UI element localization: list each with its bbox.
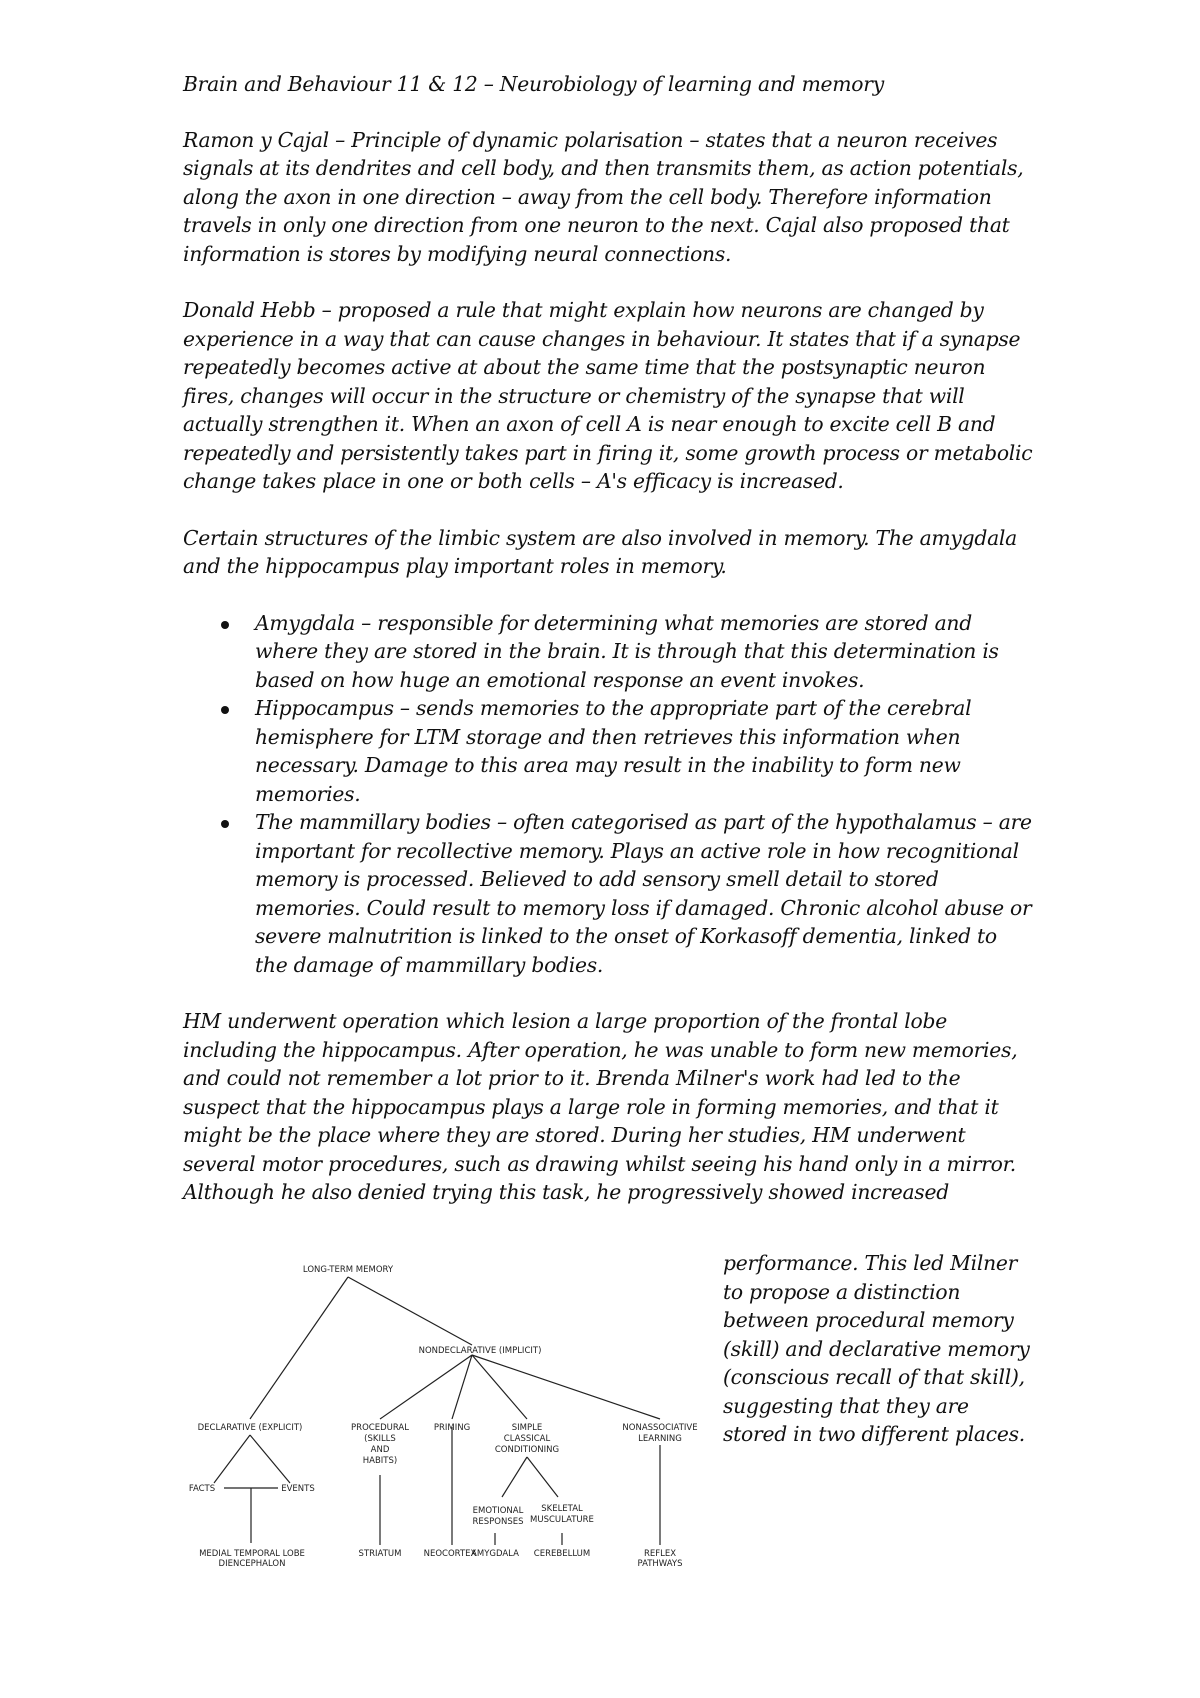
node-reflex: REFLEX — [643, 1549, 677, 1559]
node-priming: PRIMING — [433, 1423, 471, 1433]
node-procedural-skills: (SKILLS — [364, 1434, 396, 1444]
node-conditioning: CONDITIONING — [494, 1445, 560, 1455]
node-medial-temporal-lobe: MEDIAL TEMPORAL LOBE — [199, 1549, 305, 1559]
node-learning: LEARNING — [638, 1434, 682, 1444]
node-cerebellum: CEREBELLUM — [533, 1549, 591, 1559]
node-amygdala: AMYGDALA — [471, 1549, 519, 1559]
list-item: The mammillary bodies – often categorised as part of the hypothalamus – are important for recollective memory. Plays an active role in how recognitional memory is processed. Believed to add sensory smell detail to stored memories. Could result to memory loss if damaged. Chronic alcohol abuse or severe malnutrition is linked to the onset of Korkasoff dementia, linked to the damage of mammillary bodies. — [183, 808, 1033, 979]
node-responses: RESPONSES — [472, 1517, 524, 1527]
node-events: EVENTS — [281, 1484, 315, 1494]
bullet-icon — [221, 706, 229, 714]
diagram-connectors — [214, 1277, 660, 1545]
node-long-term-memory: LONG-TERM MEMORY — [302, 1265, 394, 1275]
bullet-icon — [221, 820, 229, 828]
limbic-structures-list — [183, 609, 1033, 980]
list-item: Hippocampus – sends memories to the appropriate part of the cerebral hemisphere for LTM storage and then retrieves this information when necessary. Damage to this area may result in the inability to form new memories. — [183, 694, 1033, 808]
node-diencephalon: DIENCEPHALON — [218, 1559, 286, 1569]
node-procedural: PROCEDURAL — [351, 1423, 409, 1433]
node-declarative: DECLARATIVE (EXPLICIT) — [197, 1423, 303, 1433]
node-pathways: PATHWAYS — [637, 1559, 683, 1569]
node-musculature: MUSCULATURE — [530, 1515, 594, 1525]
node-nonassociative: NONASSOCIATIVE — [622, 1423, 698, 1433]
node-emotional: EMOTIONAL — [472, 1506, 524, 1516]
document-page — [183, 70, 1033, 1207]
limbic-paragraph: Certain structures of the limbic system are also involved in memory. The amygdala and the hippocampus play important roles in memory. — [183, 525, 1017, 578]
node-classical: CLASSICAL — [503, 1434, 551, 1444]
node-neocortex: NEOCORTEX — [423, 1549, 477, 1559]
node-nondeclarative: NONDECLARATIVE (IMPLICIT) — [418, 1346, 542, 1356]
node-striatum: STRIATUM — [358, 1549, 402, 1559]
node-procedural-habits: HABITS) — [362, 1456, 398, 1466]
hm-paragraph: HM underwent operation which lesion a large proportion of the frontal lobe including the hippocampus. After operation, he was unable to form new memories, and could not remember a lot prior to it. Brenda Milner's work had led to the suspect that the hippocampus plays a large role in forming memories, and that it might be the place where they are stored. During her studies, HM underwent several motor procedures, such as drawing whilst seeing his hand only in a mirror. Although he also denied trying this task, he progressively showed increased — [183, 1009, 1018, 1204]
cajal-paragraph: Ramon y Cajal – Principle of dynamic polarisation – states that a neuron receives signals at its dendrites and cell body, and then transmits them, as action potentials, along the axon in one direction – away from the cell body. Therefore information travels in only one direction from one neuron to the next. Cajal also proposed that information is stores by modifying neural connections. — [183, 127, 1024, 266]
document-title: Brain and Behaviour 11 & 12 – Neurobiology of learning and memory — [183, 72, 884, 96]
memory-taxonomy-svg — [180, 1245, 720, 1575]
node-skeletal: SKELETAL — [541, 1504, 583, 1514]
list-item: Amygdala – responsible for determining what memories are stored and where they are stored in the brain. It is through that this determination is based on how huge an emotional response an event invokes. — [183, 609, 1033, 695]
hebb-paragraph: Donald Hebb – proposed a rule that might explain how neurons are changed by experience in a way that can cause changes in behaviour. It states that if a synapse repeatedly becomes active at about the same time that the postsynaptic neuron fires, changes will occur in the structure or chemistry of the synapse that will actually strengthen it. When an axon of cell A is near enough to excite cell B and repeatedly and persistently takes part in firing it, some growth process or metabolic change takes place in one or both cells – A's efficacy is increased. — [183, 298, 1033, 493]
node-facts: FACTS — [188, 1484, 216, 1494]
memory-taxonomy-diagram — [180, 1245, 720, 1575]
node-procedural-and: AND — [370, 1445, 390, 1455]
bullet-icon — [221, 621, 229, 629]
hm-paragraph-continued: performance. This led Milner to propose a distinction between procedural memory (skill) and declarative memory (conscious recall of that skill), suggesting that they are stored in two different places. — [723, 1251, 1030, 1447]
node-simple: SIMPLE — [511, 1423, 543, 1433]
